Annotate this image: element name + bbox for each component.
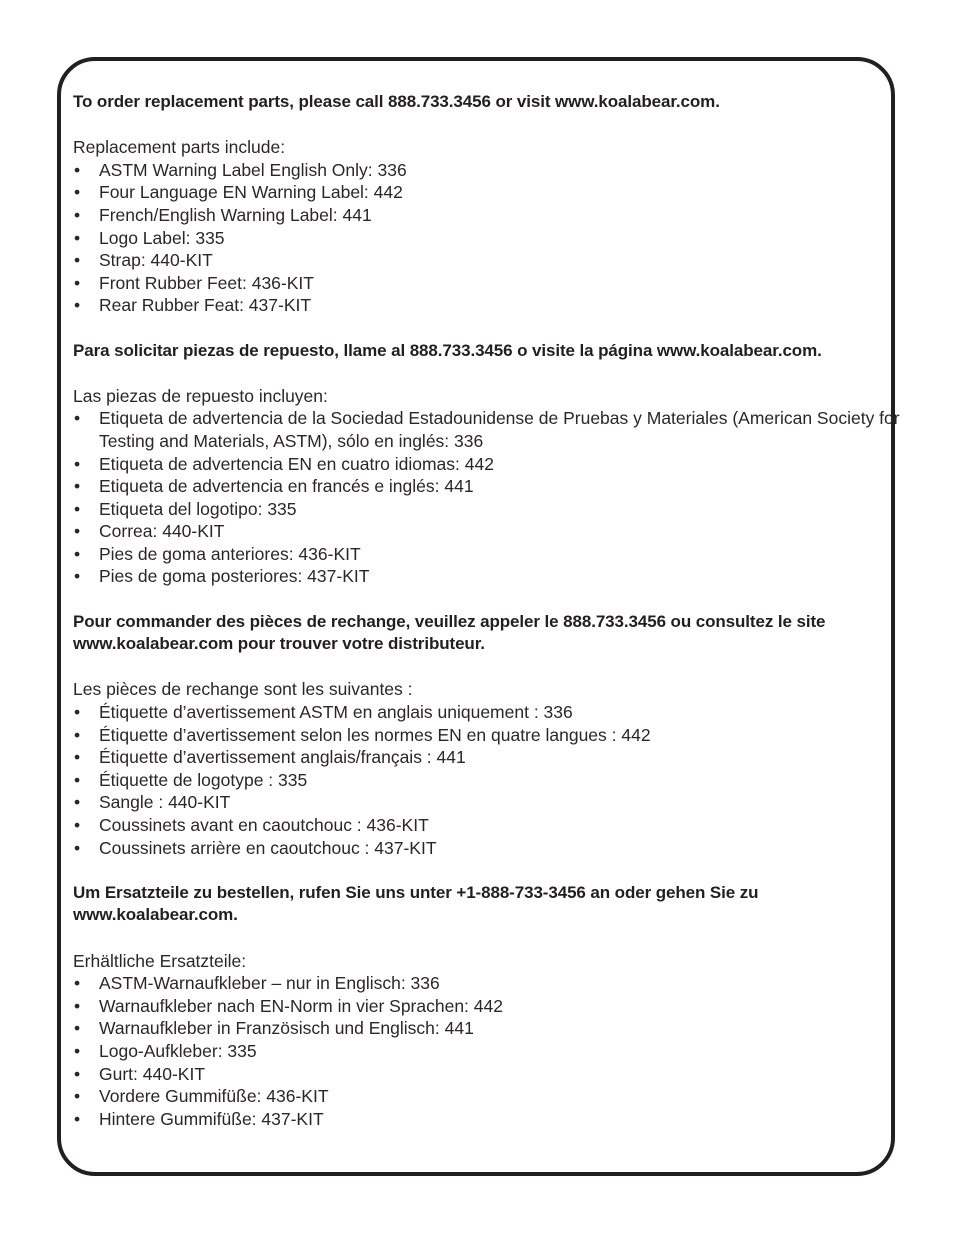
parts-list-english	[73, 159, 903, 317]
list-item: • Étiquette de logotype : 335	[73, 769, 903, 792]
list-item: • Front Rubber Feet: 436-KIT	[73, 272, 903, 295]
list-item: • ASTM Warning Label English Only: 336	[73, 159, 903, 182]
list-item: • ASTM-Warnaufkleber – nur in Englisch: 336	[73, 972, 903, 995]
list-item: • Gurt: 440-KIT	[73, 1063, 903, 1086]
section-english	[73, 91, 903, 317]
parts-list-german	[73, 972, 903, 1130]
section-heading-german: Um Ersatzteile zu bestellen, rufen Sie uns unter +1-888-733-3456 an oder gehen Sie zu www.koalabear.com.	[73, 882, 759, 925]
list-item: • Sangle : 440-KIT	[73, 791, 903, 814]
list-item: • Coussinets arrière en caoutchouc : 437-KIT	[73, 837, 903, 860]
list-item: • Étiquette d’avertissement selon les normes EN en quatre langues : 442	[73, 724, 903, 747]
list-item: • Étiquette d’avertissement anglais/français : 441	[73, 746, 903, 769]
list-item: • Rear Rubber Feat: 437-KIT	[73, 294, 903, 317]
document-content	[73, 91, 903, 1153]
parts-intro-german: Erhältliche Ersatzteile:	[73, 950, 247, 971]
parts-intro-french: Les pièces de rechange sont les suivantes :	[73, 679, 413, 700]
parts-intro-spanish: Las piezas de repuesto incluyen:	[73, 385, 328, 406]
list-item: • Warnaufkleber in Französisch und Englisch: 441	[73, 1017, 903, 1040]
list-item: • Etiqueta de advertencia de la Sociedad Estadounidense de Pruebas y Materiales (American Society for Testing and Materials, ASTM), sólo en inglés: 336	[73, 407, 903, 452]
section-heading-french: Pour commander des pièces de rechange, veuillez appeler le 888.733.3456 ou consultez le site www.koalabear.com pour trouver votre distributeur.	[73, 611, 826, 654]
parts-list-spanish	[73, 407, 903, 588]
list-item: • Coussinets avant en caoutchouc : 436-KIT	[73, 814, 903, 837]
section-french	[73, 611, 903, 860]
list-item: • Etiqueta de advertencia EN en cuatro idiomas: 442	[73, 453, 903, 476]
list-item: • Warnaufkleber nach EN-Norm in vier Sprachen: 442	[73, 995, 903, 1018]
list-item: • Logo Label: 335	[73, 227, 903, 250]
list-item: • Étiquette d’avertissement ASTM en anglais uniquement : 336	[73, 701, 903, 724]
list-item: • Strap: 440-KIT	[73, 249, 903, 272]
section-german	[73, 882, 903, 1131]
parts-list-french	[73, 701, 903, 859]
list-item: • Hintere Gummifüße: 437-KIT	[73, 1108, 903, 1131]
list-item: • Vordere Gummifüße: 436-KIT	[73, 1085, 903, 1108]
section-heading-english: To order replacement parts, please call 888.733.3456 or visit www.koalabear.com.	[73, 92, 720, 111]
list-item: • Correa: 440-KIT	[73, 520, 903, 543]
list-item: • Pies de goma posteriores: 437-KIT	[73, 565, 903, 588]
section-spanish	[73, 340, 903, 589]
list-item: • French/English Warning Label: 441	[73, 204, 903, 227]
section-heading-spanish: Para solicitar piezas de repuesto, llame al 888.733.3456 o visite la página www.koalabear.com.	[73, 340, 822, 360]
parts-intro-english: Replacement parts include:	[73, 137, 286, 158]
list-item: • Logo-Aufkleber: 335	[73, 1040, 903, 1063]
list-item: • Four Language EN Warning Label: 442	[73, 181, 903, 204]
list-item: • Etiqueta de advertencia en francés e inglés: 441	[73, 475, 903, 498]
list-item: • Pies de goma anteriores: 436-KIT	[73, 543, 903, 566]
list-item: • Etiqueta del logotipo: 335	[73, 498, 903, 521]
